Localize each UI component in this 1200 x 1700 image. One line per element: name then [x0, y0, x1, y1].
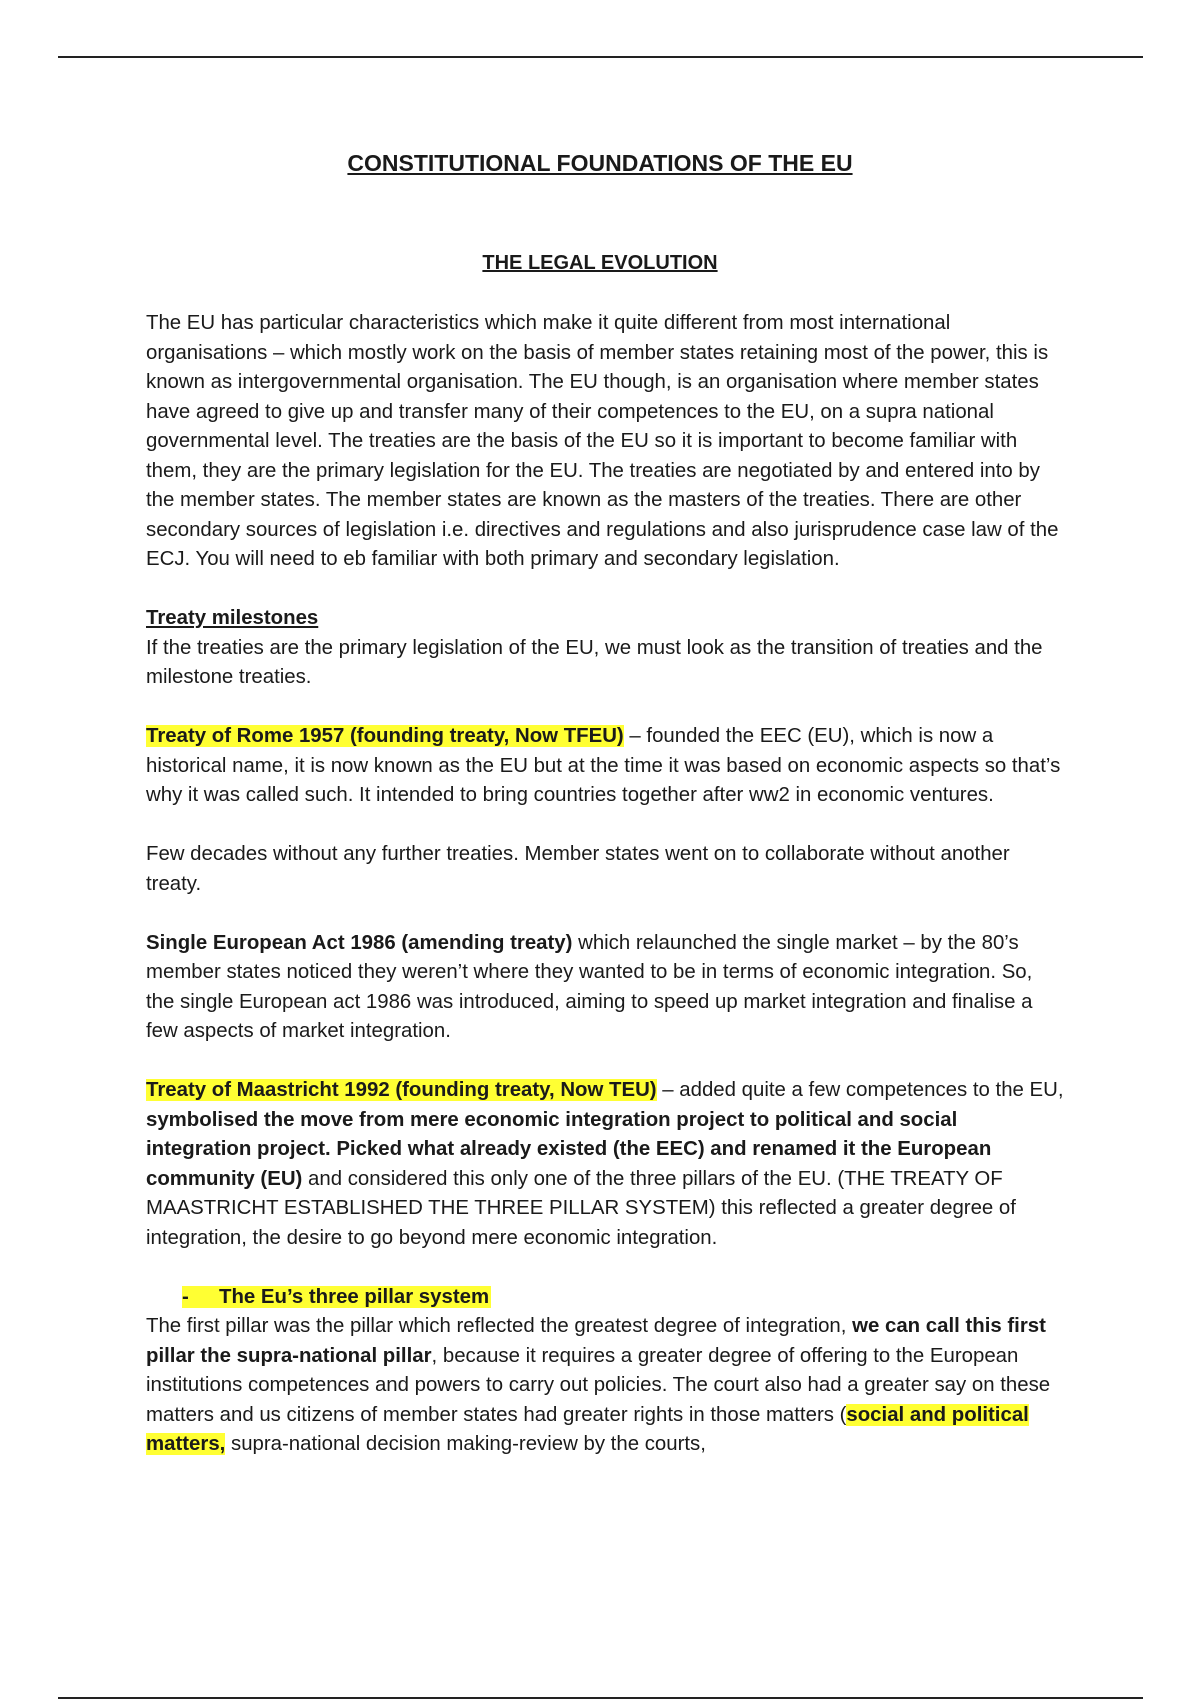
- rome-highlight: Treaty of Rome 1957 (founding treaty, Now TFEU): [146, 725, 624, 747]
- sea-text: which relaunched the single market – by the 80’s member states noticed they weren’t where they wanted to be in terms of economic integration. So, the single European act 1986 was introduced, aiming to speed up market integration and finalise a few aspects of market integration.: [146, 931, 1033, 1042]
- pillar-heading: The Eu’s three pillar system: [219, 1285, 490, 1308]
- pillars-paragraph: [146, 1312, 1066, 1460]
- maastricht-highlight: Treaty of Maastricht 1992 (founding treaty, Now TEU): [146, 1079, 657, 1101]
- header-rule: [58, 56, 1143, 58]
- sea-paragraph: [146, 929, 1066, 1047]
- pillar-bullet-item: [182, 1283, 1066, 1313]
- maastricht-text-2: and considered this only one of the three pillars of the EU. (THE TREATY OF MAASTRICHT ESTABLISHED THE THREE PILLAR SYSTEM) this reflected a greater degree of integration, the desire to go beyond mere economic integration.: [146, 1167, 1016, 1249]
- document-body: [146, 309, 1066, 1460]
- rome-paragraph: [146, 722, 1066, 811]
- pillars-text-1: The first pillar was the pillar which reflected the greatest degree of integration,: [146, 1315, 853, 1337]
- intro-paragraph: The EU has particular characteristics which make it quite different from most international organisations – which mostly work on the basis of member states retaining most of the power, this is known as intergovernmental organisation. The EU though, is an organisation where member states have agreed to give up and transfer many of their competences to the EU, on a supra national governmental level. The treaties are the basis of the EU so it is important to become familiar with them, they are the primary legislation for the EU. The treaties are negotiated by and entered into by the member states. The member states are known as the masters of the treaties. There are other secondary sources of legislation i.e. directives and regulations and also jurisprudence case law of the ECJ. You will need to eb familiar with both primary and secondary legislation.: [146, 312, 1059, 570]
- pillars-text-2: , because it requires a greater degree of offering to the European institutions competences and powers to carry out policies. The court also had a greater say on these matters and us citizens of member states had greater rights in those matters (: [146, 1344, 1051, 1426]
- rome-text: – founded the EEC (EU), which is now a historical name, it is now known as the EU but at the time it was based on economic aspects so that’s why it was called such. It intended to bring countries together after ww2 in economic ventures.: [146, 725, 1061, 806]
- pillar-heading-highlight: [182, 1286, 491, 1308]
- milestones-intro: If the treaties are the primary legislation of the EU, we must look as the transition of treaties and the milestone treaties.: [146, 636, 1043, 688]
- pillars-bold: we can call this first pillar the supra-national pillar: [146, 1315, 1046, 1367]
- sea-label: Single European Act 1986 (amending treaty): [146, 931, 573, 954]
- maastricht-paragraph: [146, 1076, 1066, 1253]
- milestones-heading: Treaty milestones: [146, 607, 319, 629]
- pillars-highlight: social and political matters,: [146, 1403, 1029, 1455]
- bullet-dash: -: [182, 1285, 189, 1308]
- pillars-text-3: supra-national decision making-review by the courts,: [225, 1433, 706, 1455]
- page-title: CONSTITUTIONAL FOUNDATIONS OF THE EU: [347, 150, 853, 176]
- maastricht-bold: symbolised the move from mere economic integration project to political and social integration project. Picked what already existed (the EEC) and renamed it the European community (EU): [146, 1108, 992, 1190]
- section-title: THE LEGAL EVOLUTION: [482, 252, 718, 274]
- footer-rule: [58, 1697, 1143, 1699]
- decades-paragraph: Few decades without any further treaties. Member states went on to collaborate without another treaty.: [146, 843, 1010, 895]
- maastricht-text-1: – added quite a few competences to the EU,: [656, 1079, 1064, 1101]
